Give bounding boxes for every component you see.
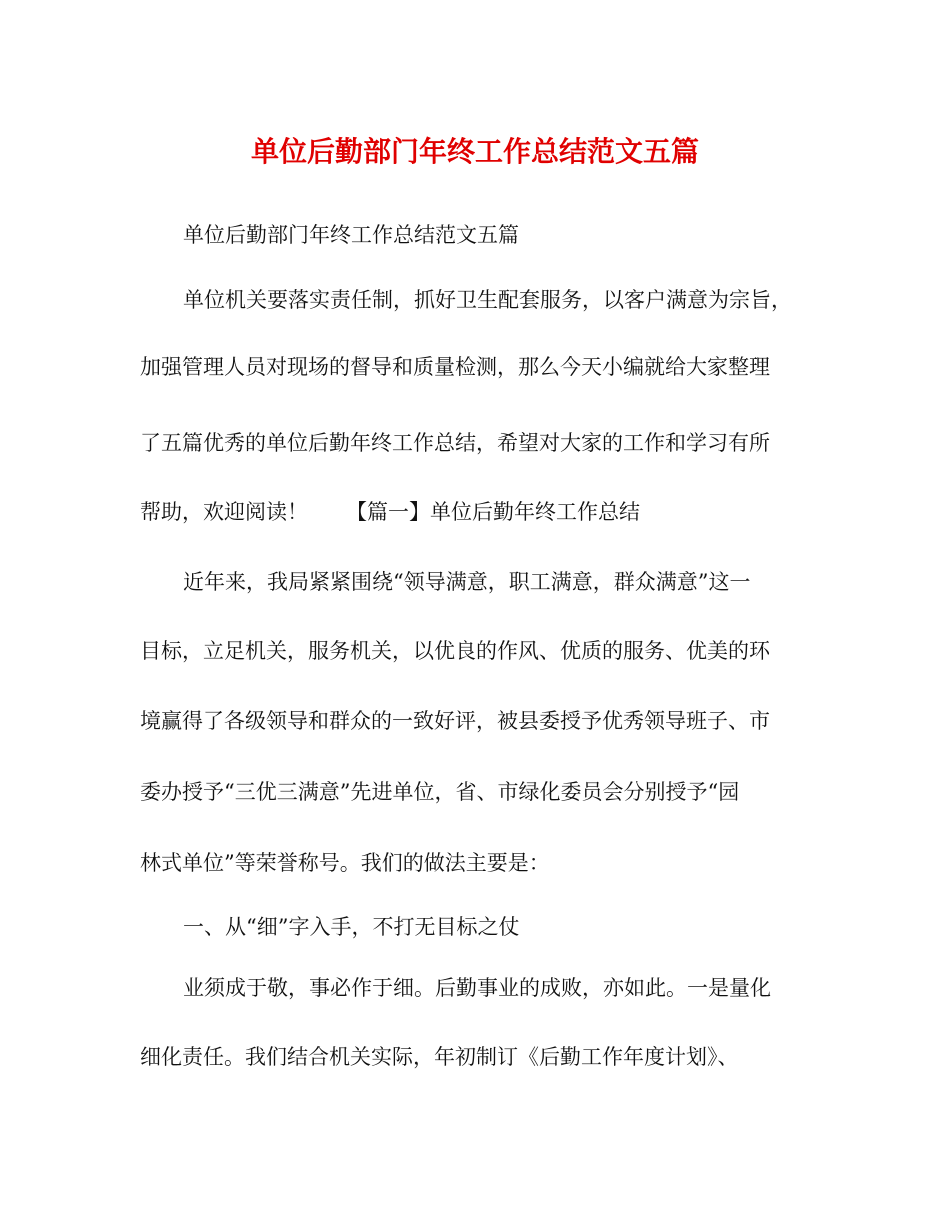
paragraph-line: 加强管理人员对现场的督导和质量检测，那么今天小编就给大家整理	[140, 355, 770, 379]
paragraph-line: 目标，立足机关，服务机关，以优良的作风、优质的服务、优美的环	[140, 639, 770, 663]
subtitle-line: 单位后勤部门年终工作总结范文五篇	[183, 223, 519, 247]
paragraph-line-combined	[140, 497, 640, 527]
paragraph-line: 业须成于敬，事必作于细。后勤事业的成败，亦如此。一是量化	[183, 976, 771, 1000]
subsection-heading: 一、从“细”字入手，不打无目标之仗	[183, 915, 520, 939]
paragraph-line: 了五篇优秀的单位后勤年终工作总结，希望对大家的工作和学习有所	[140, 431, 770, 455]
paragraph-line: 细化责任。我们结合机关实际，年初制订《后勤工作年度计划》、	[140, 1045, 739, 1069]
paragraph-line: 林式单位”等荣誉称号。我们的做法主要是：	[140, 851, 550, 875]
paragraph-text: 帮助，欢迎阅读！	[140, 500, 308, 524]
page-title: 单位后勤部门年终工作总结范文五篇	[250, 135, 699, 168]
section-heading: 【篇一】单位后勤年终工作总结	[346, 500, 640, 524]
paragraph-line: 委办授予“三优三满意”先进单位，省、市绿化委员会分别授予“园	[140, 780, 740, 804]
paragraph-line: 近年来，我局紧紧围绕“领导满意，职工满意，群众满意”这一	[183, 570, 751, 594]
paragraph-line: 单位机关要落实责任制，抓好卫生配套服务，以客户满意为宗旨，	[183, 288, 792, 312]
paragraph-line: 境赢得了各级领导和群众的一致好评，被县委授予优秀领导班子、市	[140, 709, 770, 733]
